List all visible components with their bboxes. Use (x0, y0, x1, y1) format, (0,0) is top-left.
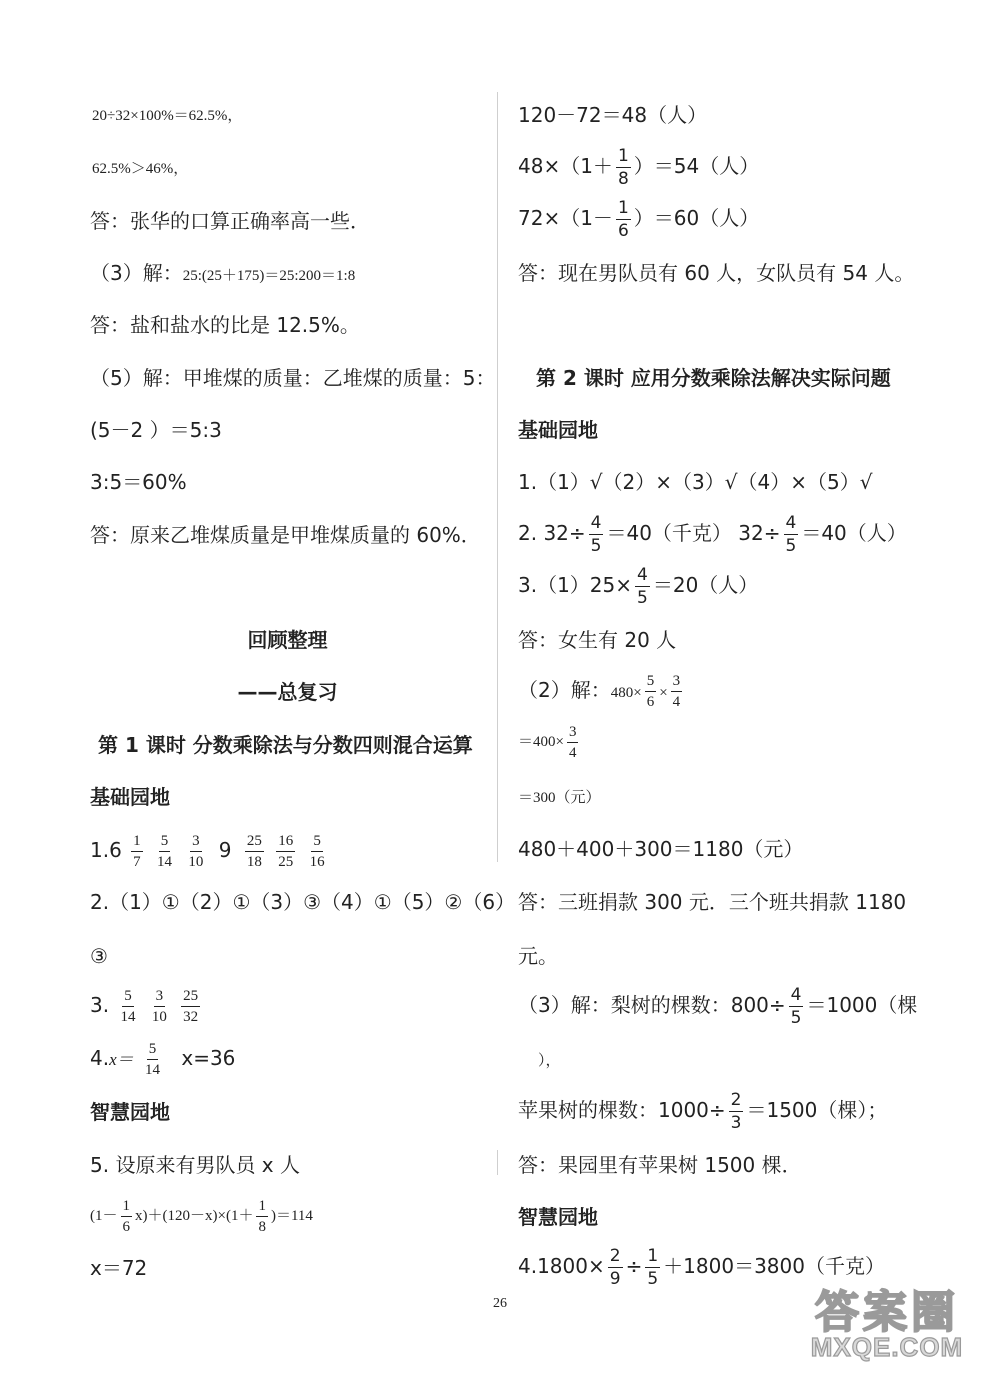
q1-frac-1: $\frac{1}{7}$ (133, 832, 141, 870)
q1-frac-3: $\frac{3}{10}$ (188, 832, 204, 870)
column-divider (497, 92, 498, 862)
watermark-top: 答案圈 (815, 1287, 959, 1338)
question-5-equation (90, 1196, 313, 1236)
left-line-2: 62.5%＞46%， (92, 161, 189, 177)
right-answer-2: 答：女生有 20 人 (518, 628, 677, 652)
question-3 (90, 985, 203, 1025)
r15-frac: $\frac{4}{5}$ (790, 984, 802, 1028)
r9-b: 480× (610, 685, 642, 701)
page-number: 26 (493, 1296, 507, 1311)
r9-a: （2）解： (518, 678, 611, 702)
right-heading-basic: 基础园地 (518, 418, 598, 442)
left-answer-1: 答：张华的口算正确率高一些． (90, 209, 370, 233)
q5-part-a: (1－ (90, 1208, 118, 1224)
watermark-logo (792, 1276, 982, 1366)
r19-frac-1: $\frac{2}{9}$ (609, 1245, 621, 1289)
question-5: 5. 设原来有男队员 x 人 (90, 1153, 300, 1177)
q3-frac-2: $\frac{3}{10}$ (151, 987, 167, 1025)
right-answer-1: 答：现在男队员有 60 人，女队员有 54 人。 (518, 261, 915, 285)
r3-frac: $\frac{1}{6}$ (617, 197, 629, 241)
right-heading-wisdom: 智慧园地 (518, 1205, 598, 1229)
r7-b: ＝20（人） (652, 573, 759, 597)
r15-b: ＝1000（棵 (806, 993, 918, 1017)
q1-frac-4: $\frac{25}{18}$ (246, 832, 262, 870)
q1-mid: 9 (218, 838, 232, 862)
watermark-bottom: MXQE.COM (810, 1332, 964, 1362)
q3-label: 3. (90, 993, 110, 1017)
r2-a: 48×（1＋ (518, 154, 613, 178)
r19-b: ÷ (625, 1254, 643, 1278)
q5-frac-1: $\frac{1}{6}$ (122, 1197, 130, 1235)
left-line-4-prefix: （3）解： (90, 261, 183, 285)
right-answer-4: 答：果园里有苹果树 1500 棵． (518, 1153, 802, 1177)
column-divider-lower (497, 1150, 498, 1175)
question-2: 2.（1）①（2）①（3）③（4）①（5）②（6） (90, 890, 516, 914)
q4-label: 4. (90, 1046, 110, 1070)
left-line-8: 3:5＝60% (90, 470, 187, 494)
left-line-7: (5－2 ）＝5:3 (90, 418, 222, 442)
right-line-17 (518, 1089, 888, 1133)
left-line-4-expr: 25:(25＋175)＝25:200＝1:8 (182, 268, 356, 284)
lesson-1-title: 第 1 课时 分数乘除法与分数四则混合运算 (98, 733, 473, 757)
r10-frac: $\frac{3}{4}$ (568, 723, 577, 761)
r10-a: ＝400× (518, 734, 564, 750)
left-line-4 (90, 259, 355, 290)
question-1 (90, 830, 330, 870)
r9-frac-2: $\frac{3}{4}$ (672, 672, 681, 710)
r19-a: 4.1800× (518, 1254, 605, 1278)
q1-frac-2: $\frac{5}{14}$ (157, 832, 173, 870)
r17-b: ＝1500（棵）； (746, 1098, 888, 1122)
r2-b: ）＝54（人） (633, 154, 760, 178)
question-4 (90, 1038, 235, 1078)
right-line-12: 480＋400＋300＝1180（元） (518, 837, 804, 861)
question-2-cont: ③ (90, 944, 108, 968)
q4-x: x＝ (109, 1050, 134, 1069)
r6-frac-1: $\frac{4}{5}$ (590, 512, 602, 556)
right-question-1: 1.（1）√（2）×（3）√（4）×（5）√ (518, 470, 873, 494)
right-line-9 (518, 670, 685, 710)
left-line-1: 20÷32×100%＝62.5%， (92, 108, 243, 124)
right-line-15 (518, 984, 918, 1028)
r19-c: ＋1800＝3800（千克） (663, 1254, 885, 1278)
q5-frac-2: $\frac{1}{8}$ (258, 1197, 266, 1235)
right-line-10 (518, 722, 581, 762)
question-5-answer: x＝72 (90, 1256, 148, 1280)
r17-frac: $\frac{2}{3}$ (730, 1089, 742, 1133)
r19-frac-2: $\frac{1}{5}$ (647, 1245, 659, 1289)
section-subtitle: ——总复习 (237, 680, 338, 704)
r7-a: 3.（1）25× (518, 573, 633, 597)
r15-a: （3）解：梨树的棵数：800÷ (518, 993, 786, 1017)
left-answer-2: 答：盐和盐水的比是 12.5%。 (90, 313, 360, 337)
left-line-6: （5）解：甲堆煤的质量：乙堆煤的质量：5： (90, 366, 496, 390)
r17-a: 苹果树的棵数：1000÷ (518, 1098, 726, 1122)
left-heading-basic: 基础园地 (90, 785, 170, 809)
r3-a: 72×（1－ (518, 206, 613, 230)
r6-c: ＝40（人） (801, 521, 907, 545)
q5-part-b: x)＋(120－x)×(1＋ (135, 1208, 254, 1224)
r7-frac: $\frac{4}{5}$ (637, 564, 648, 608)
q3-frac-3: $\frac{25}{32}$ (183, 987, 199, 1025)
right-line-16: ）， (538, 1051, 561, 1069)
r3-b: ）＝60（人） (633, 206, 760, 230)
left-answer-3: 答：原来乙堆煤质量是甲堆煤质量的 60%． (90, 523, 481, 547)
r6-a: 2. 32÷ (518, 521, 586, 545)
q1-frac-5: $\frac{16}{25}$ (278, 832, 294, 870)
right-line-11: ＝300（元） (518, 790, 601, 806)
r2-frac: $\frac{1}{8}$ (617, 145, 629, 189)
right-line-1: 120－72＝48（人） (518, 103, 708, 127)
r9-mul: × (659, 685, 668, 701)
section-title: 回顾整理 (247, 628, 328, 652)
right-question-2 (518, 512, 907, 556)
q1-frac-6: $\frac{5}{16}$ (309, 832, 325, 870)
right-line-2 (518, 145, 760, 189)
right-answer-3: 答：三班捐款 300 元．三个班共捐款 1180 (518, 890, 907, 914)
q5-part-c: )＝114 (270, 1208, 313, 1224)
right-question-3 (518, 564, 759, 608)
right-answer-3-cont: 元。 (518, 944, 558, 968)
q4-frac: $\frac{5}{14}$ (145, 1040, 160, 1078)
q3-frac-1: $\frac{5}{14}$ (120, 987, 136, 1025)
r6-b: ＝40（千克） 32÷ (606, 521, 781, 545)
q4-tail: x=36 (181, 1046, 236, 1070)
r6-frac-2: $\frac{4}{5}$ (785, 512, 797, 556)
left-heading-wisdom: 智慧园地 (90, 1100, 170, 1124)
q1-label: 1.6 (90, 838, 122, 862)
lesson-2-title: 第 2 课时 应用分数乘除法解决实际问题 (536, 366, 891, 390)
right-line-3 (518, 197, 760, 241)
r9-frac-1: $\frac{5}{6}$ (646, 672, 655, 710)
